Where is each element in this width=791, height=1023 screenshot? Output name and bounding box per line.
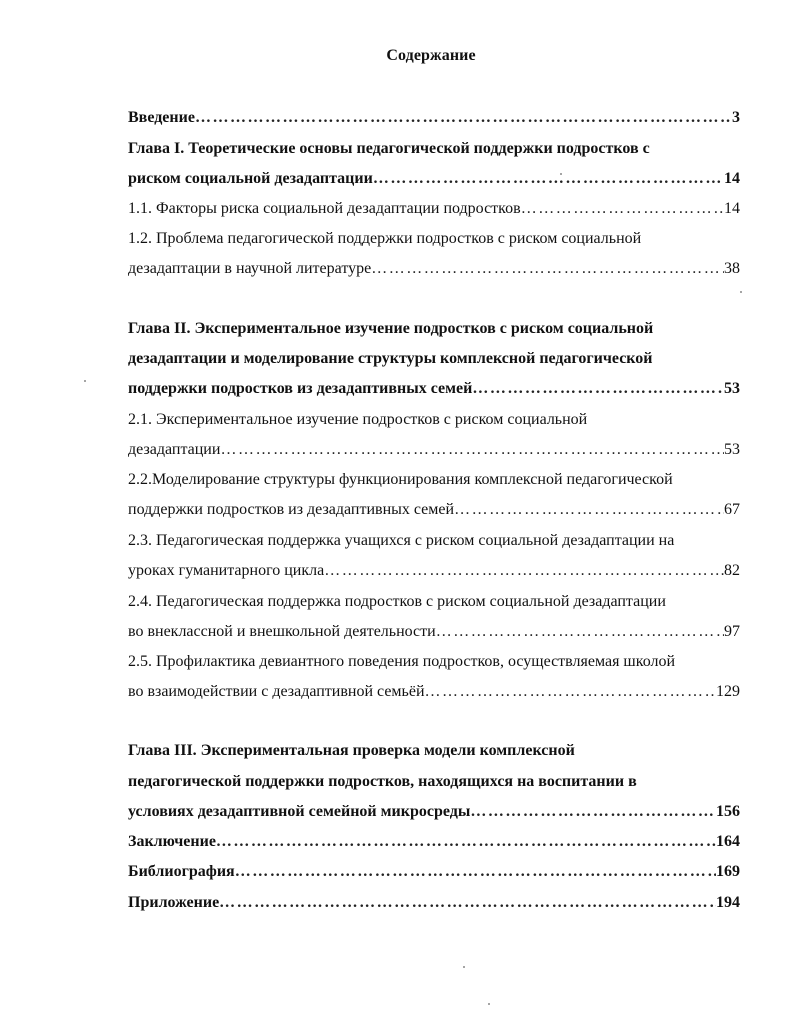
toc-entry-bibliography <box>128 862 740 882</box>
dot-leader <box>216 832 716 852</box>
toc-chapter-3-line-2: педагогической поддержки подростков, находящихся на воспитании в <box>128 773 637 790</box>
dot-leader <box>470 802 716 822</box>
dot-leader <box>436 622 724 642</box>
toc-chapter-1-line-2 <box>128 169 740 189</box>
scan-speck <box>560 173 562 175</box>
toc-entry-appendix <box>128 893 740 913</box>
toc-page-number: 169 <box>716 863 740 880</box>
toc-page-number: 14 <box>724 200 740 217</box>
toc-page-number: 82 <box>724 562 740 579</box>
toc-entry-text: поддержки подростков из дезадаптивных семей <box>128 380 473 397</box>
toc-entry-text: дезадаптации в научной литературе <box>128 260 372 277</box>
toc-page-number: 156 <box>716 803 740 820</box>
toc-entry-text: Приложение <box>128 894 220 911</box>
toc-section-2-1-line-1: 2.1. Экспериментальное изучение подростков с риском социальной <box>128 411 588 428</box>
toc-section-2-2-line-1: 2.2.Моделирование структуры функционирования комплексной педагогической <box>128 471 673 488</box>
toc-entry-text: во внеклассной и внешкольной деятельности <box>128 623 436 640</box>
scan-speck <box>84 380 86 382</box>
scan-speck <box>740 291 742 293</box>
toc-page-number: 67 <box>724 501 740 518</box>
toc-chapter-3-line-1: Глава III. Экспериментальная проверка модели комплексной <box>128 742 575 759</box>
toc-section-2-5-line-2 <box>128 682 740 702</box>
toc-section-2-4-line-1: 2.4. Педагогическая поддержка подростков с риском социальной дезадаптации <box>128 593 666 610</box>
toc-page-number: 38 <box>724 260 740 277</box>
toc-page-number: 97 <box>724 623 740 640</box>
toc-entry-intro <box>128 108 740 128</box>
toc-entry-text: риском социальной дезадаптации <box>128 170 373 187</box>
toc-entry-text: дезадаптации <box>128 441 221 458</box>
toc-page-number: 53 <box>724 441 740 458</box>
toc-entry-text: Заключение <box>128 833 216 850</box>
dot-leader <box>521 199 724 219</box>
scan-speck <box>463 966 465 968</box>
toc-section-2-4-line-2 <box>128 622 740 642</box>
toc-chapter-2-line-2: дезадаптации и моделирование структуры комплексной педагогической <box>128 350 653 367</box>
dot-leader <box>373 169 724 189</box>
dot-leader <box>195 108 732 128</box>
page-title: Содержание <box>386 47 476 64</box>
dot-leader <box>219 893 716 913</box>
toc-page-number: 53 <box>724 380 740 397</box>
toc-section-1-2-line-2 <box>128 259 740 279</box>
toc-entry-text: Введение <box>128 109 195 126</box>
dot-leader <box>425 682 717 702</box>
dot-leader <box>220 440 724 460</box>
toc-section-1-2-line-1: 1.2. Проблема педагогической поддержки подростков с риском социальной <box>128 230 642 247</box>
toc-chapter-2-line-3 <box>128 379 740 399</box>
dot-leader <box>324 561 724 581</box>
toc-chapter-2-line-1: Глава II. Экспериментальное изучение подростков с риском социальной <box>128 320 654 337</box>
toc-section-2-2-line-2 <box>128 500 740 520</box>
toc-entry-text: условиях дезадаптивной семейной микросреды <box>128 803 471 820</box>
toc-entry-text: уроках гуманитарного цикла <box>128 562 325 579</box>
toc-section-2-5-line-1: 2.5. Профилактика девиантного поведения подростков, осуществляемая школой <box>128 653 676 670</box>
toc-section-2-1-line-2 <box>128 440 740 460</box>
dot-leader <box>472 379 724 399</box>
dot-leader <box>235 862 716 882</box>
toc-page-number: 194 <box>716 894 740 911</box>
toc-entry-text: во взаимодействии с дезадаптивной семьёй <box>128 683 425 700</box>
toc-page-number: 129 <box>716 683 740 700</box>
dot-leader <box>454 500 724 520</box>
toc-entry-conclusion <box>128 832 740 852</box>
toc-page-number: 14 <box>724 170 740 187</box>
toc-section-2-3-line-2 <box>128 561 740 581</box>
dot-leader <box>371 259 724 279</box>
scan-speck <box>488 1003 490 1005</box>
toc-entry-text: Библиография <box>128 863 235 880</box>
toc-section-2-3-line-1: 2.3. Педагогическая поддержка учащихся с риском социальной дезадаптации на <box>128 532 675 549</box>
toc-chapter-1-line-1: Глава I. Теоретические основы педагогической поддержки подростков с <box>128 140 650 157</box>
toc-page-number: 164 <box>716 833 740 850</box>
toc-section-1-1 <box>128 199 740 219</box>
toc-entry-text: поддержки подростков из дезадаптивных семей <box>128 501 455 518</box>
toc-page-number: 3 <box>732 109 740 126</box>
toc-chapter-3-line-3 <box>128 802 740 822</box>
toc-entry-text: 1.1. Факторы риска социальной дезадаптации подростков <box>128 200 521 217</box>
